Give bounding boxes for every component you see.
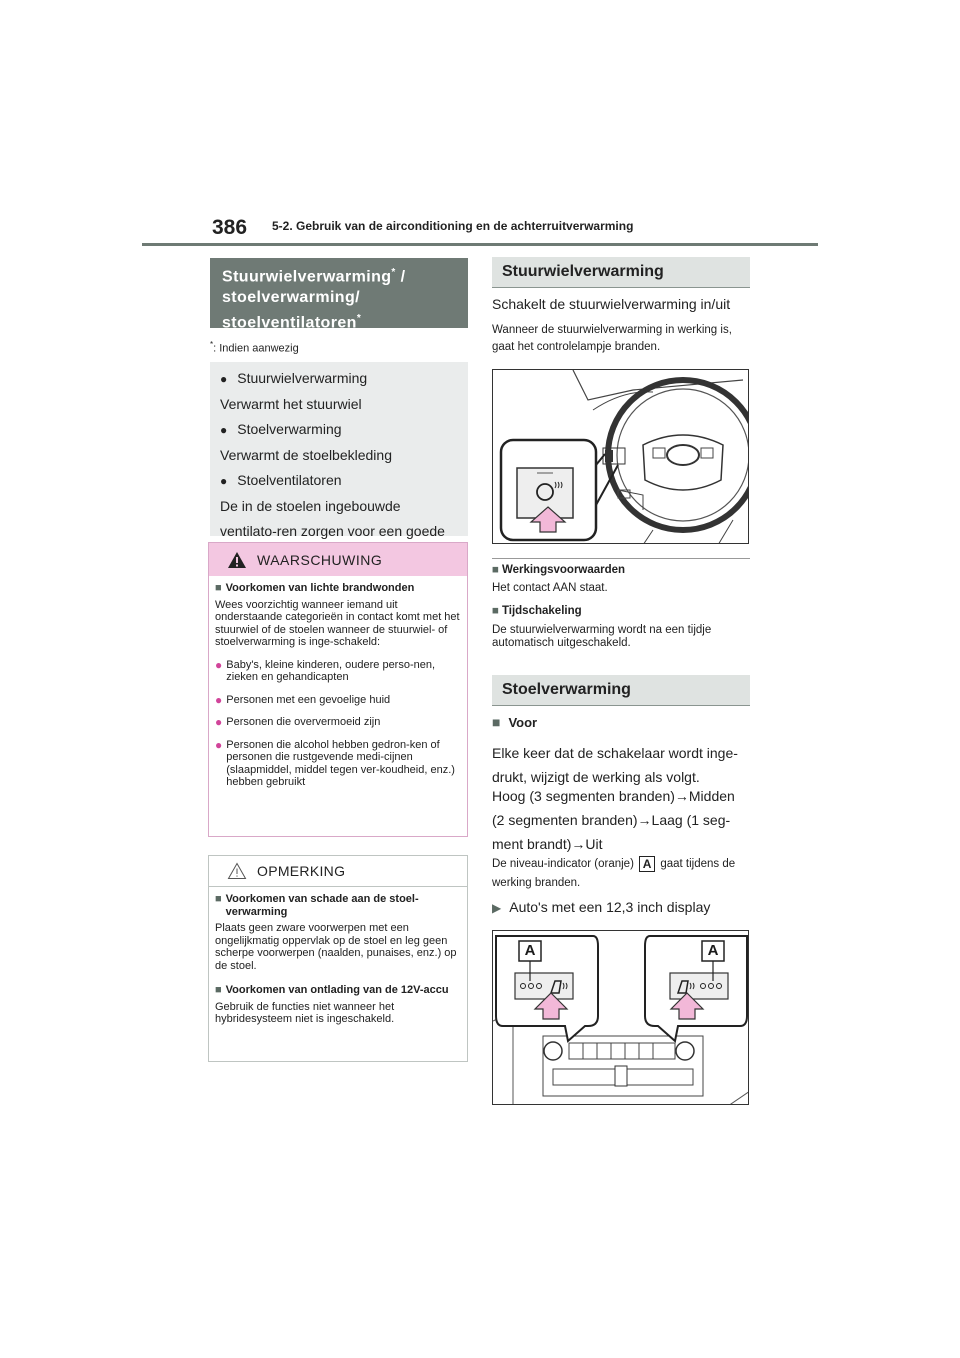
timer-heading: ■ Tijdschakeling [492,605,582,617]
front-heading: ■ Voor [492,714,538,730]
title-line-1: Stuurwielverwarming [222,268,392,286]
feature-desc: Verwarmt de stoelbekleding [220,447,392,463]
section-header: 5-2. Gebruik van de airconditioning en de achterruitverwarming [272,219,634,233]
front-text: Elke keer dat de schakelaar wordt inge-drukt, wijzigt de werking als volgt. [492,745,738,785]
section-title-steering: Stuurwielverwarming [492,257,750,287]
note-text-1: Plaats geen zware voorwerpen met een ongelijkmatig oppervlak op de stoel en leg geen scherpe voorwerpen (naalden, punaises, enz.) op de stoel. [215,922,457,972]
footnote [210,340,299,355]
title-line-3: stoelventilatoren [222,314,357,332]
note-box [208,855,468,1062]
steering-wheel-illustration [492,369,749,544]
steering-wheel-drawing [493,370,749,544]
warning-heading: ■ Voorkomen van lichte brandwonden [215,582,415,594]
callout-marker-a: A [639,856,655,872]
header-rule [142,243,818,246]
list-item: ● Personen die alcohol hebben gedron-ken of personen die rustgevende medi-cijnen (slaapmiddel, middel tegen ver-koudheid, enz.) hebben gebruikt [215,737,455,788]
list-item: ● Personen met een gevoelige huid [215,692,391,707]
note-header [209,856,467,887]
footnote-text: : Indien aanwezig [213,342,299,355]
feature-desc: De in de stoelen ingebouwde ventilato-ren zorgen voor een goede [220,498,445,539]
indicator-text: De niveau-indicator (oranje) A gaat tijdens de werking branden. [492,856,736,889]
caution-outline-icon [227,862,247,880]
warning-header [209,543,467,576]
feature-list-box [210,362,468,539]
steering-small-text: Wanneer de stuurwielverwarming in werking is, gaat het controlelampje branden. [492,324,732,353]
note-text-2: Gebruik de functies niet wanneer het hybridesysteem niet is ingeschakeld. [215,1000,395,1025]
note-label: OPMERKING [257,863,346,879]
list-item: ● Personen die oververmoeid zijn [215,715,381,729]
steering-main-text: Schakelt de stuurwielverwarming in/uit [492,296,731,312]
divider [492,558,750,559]
section-title-seat: Stoelverwarming [492,675,750,705]
list-item: ● Baby's, kleine kinderen, oudere perso-nen, zieken en gehandicapten [215,657,436,683]
chapter-title-box [210,258,468,332]
warning-box [208,542,468,837]
note-heading-1: ■ Voorkomen van schade aan de stoel-verwarming [215,893,419,918]
note-heading-2: ■ Voorkomen van ontlading van de 12V-accu [215,984,449,996]
display-variant: ▶ Auto's met een 12,3 inch display [492,899,711,915]
warning-intro: Wees voorzichtig wanneer iemand uit onderstaande categorieën in contact komt met het stuurwiel of de stoelen wanneer de stuurwiel- of stoelverwarming is inge-schakeld: [215,598,460,648]
section-rule [492,287,750,288]
title-separator: / [395,268,406,286]
feature-name: ● Stoelventilatoren [220,468,458,494]
feature-desc: Verwarmt het stuurwiel [220,396,362,412]
sequence-text: Hoog (3 segmenten branden)→Midden (2 segmenten branden)→Laag (1 seg-ment brandt)→Uit [492,788,735,852]
title-asterisk-2: * [356,313,362,325]
section-rule [492,705,750,706]
footnote-mark: * [210,340,214,349]
warning-label: WAARSCHUWING [257,551,383,568]
feature-name: ● Stoelverwarming [220,417,458,443]
callout-label-left: A [524,942,536,959]
seat-heater-illustration [492,930,749,1105]
title-line-2: stoelverwarming/ [222,289,361,307]
timer-text: De stuurwielverwarming wordt na een tijdje automatisch uitgeschakeld. [492,624,712,649]
feature-name: ● Stuurwielverwarming [220,366,458,392]
warning-triangle-icon [227,551,247,569]
callout-label-right: A [707,942,719,959]
title-asterisk: * [391,267,396,278]
page-number: 386 [212,216,248,239]
conditions-text: Het contact AAN staat. [492,582,608,594]
conditions-heading: ■ Werkingsvoorwaarden [492,564,626,576]
